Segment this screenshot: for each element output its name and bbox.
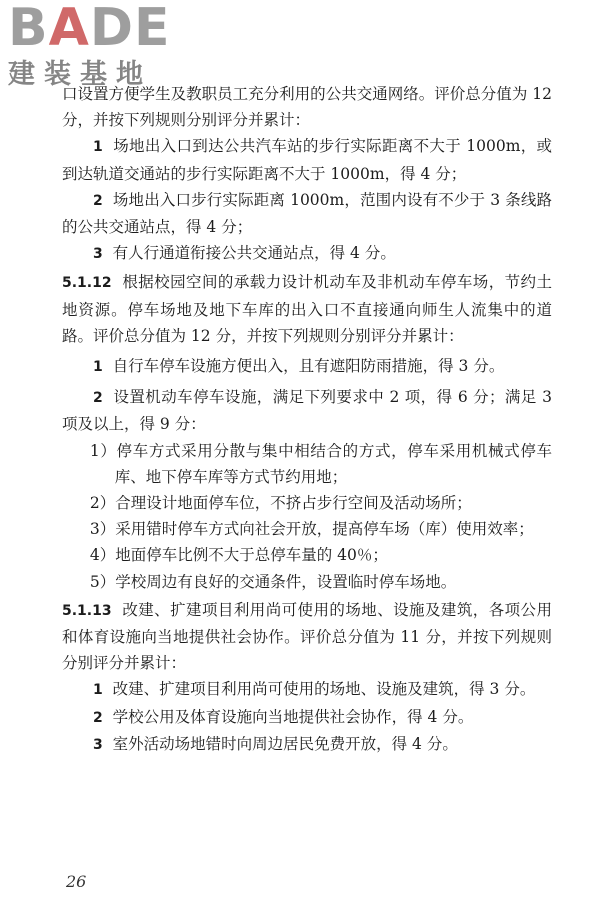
item-a2: 2 场地出入口步行实际距离 1000m，范围内设有不少于 3 条线路的公共交通站点，得 4 分； bbox=[62, 190, 552, 237]
item-d2: 2 学校公用及体育设施向当地提供社会协作，得 4 分。 bbox=[93, 707, 474, 726]
sub-item-3: 3）采用错时停车方式向社会开放，提高停车场（库）使用效率； bbox=[89, 520, 534, 539]
sub-item-4: 4）地面停车比例不大于总停车量的 40％； bbox=[89, 546, 388, 565]
page-number: 26 bbox=[66, 872, 87, 891]
clause-5-1-12: 5.1.12 根据校园空间的承载力设计机动车及非机动车停车场，节约土地资源。停车场地及地下车库的出入口不直接通向师生人流集中的道路。评价总分值为 12 分，并按下列规则分别评分并累计： bbox=[62, 273, 552, 345]
sub-item-1: 1）停车方式采用分散与集中相结合的方式，停车采用机械式停车库、地下停车库等方式节约用地； bbox=[89, 441, 552, 486]
clause-5-1-13: 5.1.13 改建、扩建项目利用尚可使用的场地、设施及建筑，各项公用和体育设施向当地提供社会协作。评价总分值为 11 分，并按下列规则分别评分并累计： bbox=[62, 600, 552, 673]
item-b1: 1 自行车停车设施方便出入，且有遮阳防雨措施，得 3 分。 bbox=[93, 357, 505, 376]
item-b2: 2 设置机动车停车设施，满足下列要求中 2 项，得 6 分；满足 3 项及以上，得 9 分： bbox=[62, 388, 552, 434]
watermark-logo bbox=[8, 2, 178, 92]
logo-chinese-text: 建装基地 bbox=[8, 59, 152, 90]
sub-item-2: 2）合理设计地面停车位，不挤占步行空间及活动场所； bbox=[89, 494, 472, 513]
document-body bbox=[62, 81, 552, 758]
logo-wordmark: BADE bbox=[8, 0, 171, 58]
item-d3: 3 室外活动场地错时向周边居民免费开放，得 4 分。 bbox=[93, 734, 458, 753]
item-a3: 3 有人行通道衔接公共交通站点，得 4 分。 bbox=[93, 244, 396, 263]
intro-paragraph: 口设置方便学生及教职员工充分利用的公共交通网络。评价总分值为 12 分，并按下列规则分别评分并累计： bbox=[62, 85, 552, 130]
item-d1: 1 改建、扩建项目利用尚可使用的场地、设施及建筑，得 3 分。 bbox=[93, 680, 536, 699]
sub-item-5: 5）学校周边有良好的交通条件，设置临时停车场地。 bbox=[89, 572, 457, 591]
item-a1: 1 场地出入口到达公共汽车站的步行实际距离不大于 1000m，或到达轨道交通站的步行实际距离不大于 1000m，得 4 分； bbox=[62, 137, 553, 183]
